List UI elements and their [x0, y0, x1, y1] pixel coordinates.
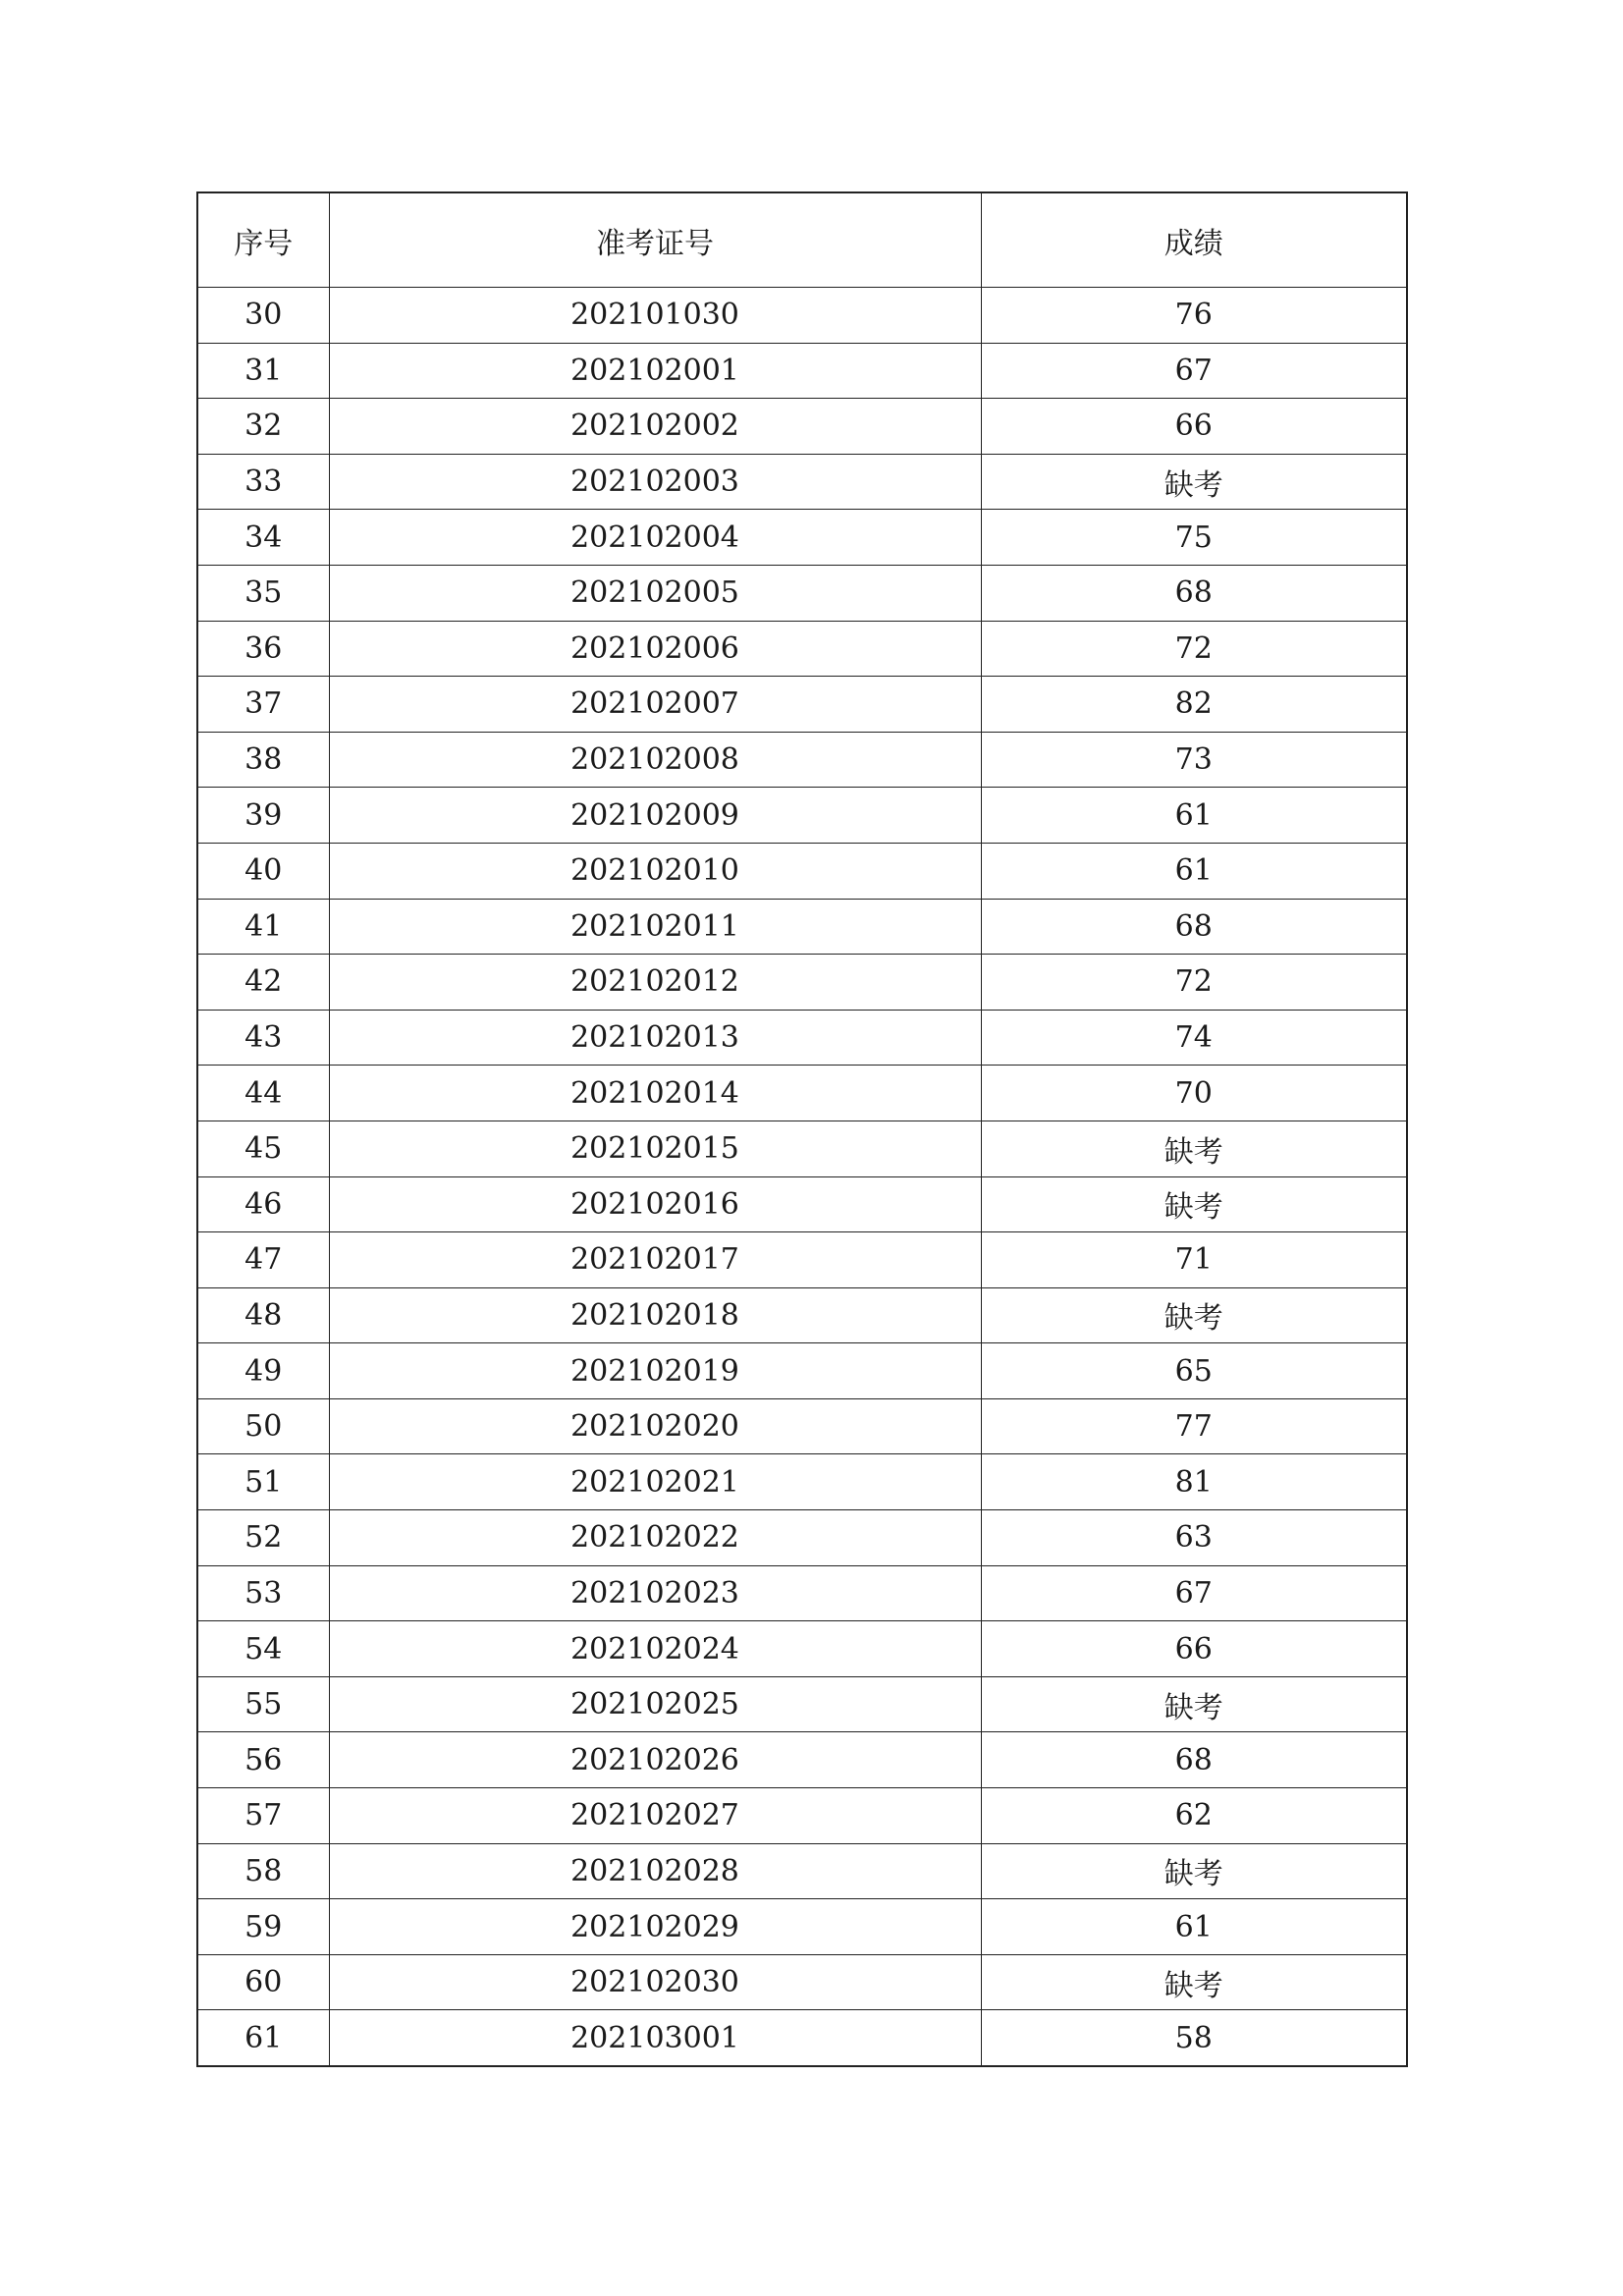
table-row	[197, 899, 1407, 955]
table-row	[197, 454, 1407, 510]
cell-exam-id: 202102005	[329, 565, 981, 621]
cell-score: 72	[981, 621, 1407, 677]
table-row	[197, 399, 1407, 455]
cell-exam-id: 202102020	[329, 1398, 981, 1454]
score-sheet	[196, 191, 1406, 2067]
cell-seq: 31	[197, 343, 329, 399]
cell-exam-id: 202101030	[329, 288, 981, 344]
cell-score: 68	[981, 565, 1407, 621]
table-row	[197, 1398, 1407, 1454]
cell-exam-id: 202102010	[329, 843, 981, 899]
header-score: 成绩	[981, 192, 1407, 288]
cell-seq: 56	[197, 1732, 329, 1788]
cell-score: 61	[981, 843, 1407, 899]
table-row	[197, 1010, 1407, 1066]
cell-seq: 47	[197, 1232, 329, 1288]
cell-exam-id: 202102021	[329, 1454, 981, 1510]
cell-seq: 39	[197, 788, 329, 844]
cell-seq: 33	[197, 454, 329, 510]
cell-score: 58	[981, 2010, 1407, 2066]
cell-seq: 34	[197, 510, 329, 566]
cell-seq: 38	[197, 732, 329, 788]
cell-seq: 32	[197, 399, 329, 455]
cell-exam-id: 202102025	[329, 1676, 981, 1732]
cell-score: 68	[981, 899, 1407, 955]
cell-score: 62	[981, 1788, 1407, 1844]
cell-score: 缺考	[981, 454, 1407, 510]
cell-seq: 59	[197, 1899, 329, 1955]
table-row	[197, 1176, 1407, 1232]
table-row	[197, 788, 1407, 844]
cell-seq: 44	[197, 1066, 329, 1121]
cell-seq: 46	[197, 1176, 329, 1232]
table-row	[197, 1788, 1407, 1844]
cell-score: 72	[981, 955, 1407, 1011]
cell-score: 缺考	[981, 1954, 1407, 2010]
cell-score: 63	[981, 1510, 1407, 1566]
cell-score: 76	[981, 288, 1407, 344]
cell-score: 61	[981, 788, 1407, 844]
cell-exam-id: 202102026	[329, 1732, 981, 1788]
table-row	[197, 1287, 1407, 1343]
cell-seq: 37	[197, 677, 329, 733]
table-row	[197, 1621, 1407, 1677]
table-row	[197, 288, 1407, 344]
table-body	[197, 288, 1407, 2067]
cell-score: 61	[981, 1899, 1407, 1955]
cell-score: 缺考	[981, 1121, 1407, 1176]
cell-exam-id: 202103001	[329, 2010, 981, 2066]
cell-score: 66	[981, 399, 1407, 455]
cell-score: 缺考	[981, 1676, 1407, 1732]
table-row	[197, 1121, 1407, 1176]
cell-score: 77	[981, 1398, 1407, 1454]
table-row	[197, 510, 1407, 566]
table-row	[197, 1899, 1407, 1955]
cell-score: 75	[981, 510, 1407, 566]
cell-score: 65	[981, 1343, 1407, 1399]
cell-seq: 52	[197, 1510, 329, 1566]
cell-score: 67	[981, 343, 1407, 399]
cell-exam-id: 202102029	[329, 1899, 981, 1955]
cell-seq: 51	[197, 1454, 329, 1510]
table-row	[197, 621, 1407, 677]
cell-score: 73	[981, 732, 1407, 788]
table-row	[197, 1343, 1407, 1399]
cell-seq: 42	[197, 955, 329, 1011]
table-row	[197, 1676, 1407, 1732]
table-row	[197, 1732, 1407, 1788]
cell-exam-id: 202102014	[329, 1066, 981, 1121]
cell-exam-id: 202102013	[329, 1010, 981, 1066]
cell-exam-id: 202102001	[329, 343, 981, 399]
cell-seq: 53	[197, 1565, 329, 1621]
cell-score: 66	[981, 1621, 1407, 1677]
cell-seq: 55	[197, 1676, 329, 1732]
cell-score: 68	[981, 1732, 1407, 1788]
table-header-row	[197, 192, 1407, 288]
cell-exam-id: 202102004	[329, 510, 981, 566]
cell-exam-id: 202102030	[329, 1954, 981, 2010]
cell-seq: 58	[197, 1843, 329, 1899]
cell-score: 71	[981, 1232, 1407, 1288]
cell-seq: 57	[197, 1788, 329, 1844]
cell-score: 67	[981, 1565, 1407, 1621]
table-row	[197, 2010, 1407, 2066]
cell-seq: 43	[197, 1010, 329, 1066]
cell-seq: 49	[197, 1343, 329, 1399]
table-row	[197, 1565, 1407, 1621]
cell-exam-id: 202102002	[329, 399, 981, 455]
cell-seq: 48	[197, 1287, 329, 1343]
header-seq: 序号	[197, 192, 329, 288]
cell-exam-id: 202102016	[329, 1176, 981, 1232]
table-row	[197, 1843, 1407, 1899]
table-row	[197, 843, 1407, 899]
cell-seq: 40	[197, 843, 329, 899]
score-table	[196, 191, 1408, 2067]
cell-exam-id: 202102012	[329, 955, 981, 1011]
table-row	[197, 1066, 1407, 1121]
cell-exam-id: 202102009	[329, 788, 981, 844]
cell-exam-id: 202102022	[329, 1510, 981, 1566]
cell-exam-id: 202102027	[329, 1788, 981, 1844]
table-row	[197, 677, 1407, 733]
cell-seq: 61	[197, 2010, 329, 2066]
cell-exam-id: 202102007	[329, 677, 981, 733]
cell-exam-id: 202102008	[329, 732, 981, 788]
table-row	[197, 1232, 1407, 1288]
cell-seq: 54	[197, 1621, 329, 1677]
cell-score: 缺考	[981, 1176, 1407, 1232]
cell-score: 81	[981, 1454, 1407, 1510]
cell-score: 缺考	[981, 1843, 1407, 1899]
cell-seq: 50	[197, 1398, 329, 1454]
cell-exam-id: 202102006	[329, 621, 981, 677]
cell-score: 缺考	[981, 1287, 1407, 1343]
cell-seq: 30	[197, 288, 329, 344]
cell-exam-id: 202102011	[329, 899, 981, 955]
table-row	[197, 1510, 1407, 1566]
cell-exam-id: 202102019	[329, 1343, 981, 1399]
cell-seq: 45	[197, 1121, 329, 1176]
cell-score: 82	[981, 677, 1407, 733]
cell-seq: 35	[197, 565, 329, 621]
table-row	[197, 565, 1407, 621]
table-row	[197, 732, 1407, 788]
table-row	[197, 1454, 1407, 1510]
header-exam-id: 准考证号	[329, 192, 981, 288]
cell-exam-id: 202102023	[329, 1565, 981, 1621]
cell-score: 74	[981, 1010, 1407, 1066]
cell-score: 70	[981, 1066, 1407, 1121]
cell-exam-id: 202102024	[329, 1621, 981, 1677]
cell-seq: 36	[197, 621, 329, 677]
cell-exam-id: 202102003	[329, 454, 981, 510]
table-row	[197, 343, 1407, 399]
table-row	[197, 955, 1407, 1011]
cell-seq: 60	[197, 1954, 329, 2010]
cell-exam-id: 202102018	[329, 1287, 981, 1343]
cell-exam-id: 202102015	[329, 1121, 981, 1176]
cell-exam-id: 202102017	[329, 1232, 981, 1288]
cell-exam-id: 202102028	[329, 1843, 981, 1899]
cell-seq: 41	[197, 899, 329, 955]
table-row	[197, 1954, 1407, 2010]
